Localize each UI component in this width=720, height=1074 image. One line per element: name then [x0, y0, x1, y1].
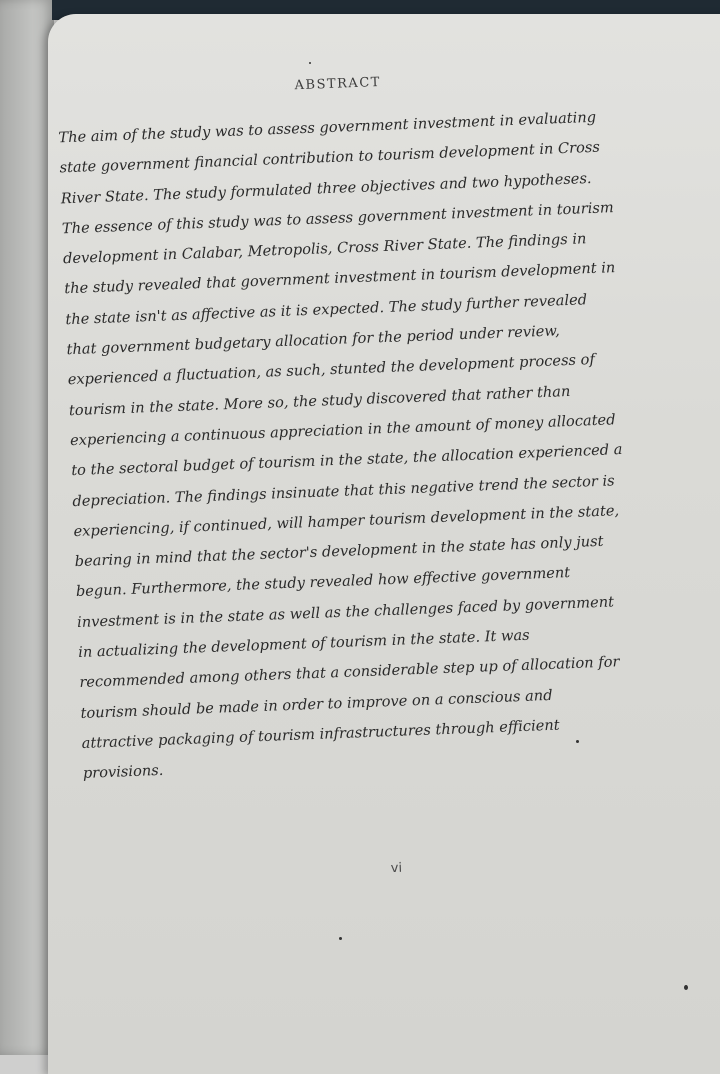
- paper-speck: [576, 740, 579, 743]
- abstract-line: River State. The study formulated three objectives and two hypotheses.: [60, 169, 592, 207]
- paper-speck: [309, 62, 311, 64]
- paper-speck: [684, 985, 688, 990]
- abstract-line: bearing in mind that the sector's development in the state has only just: [74, 532, 604, 571]
- abstract-line: the state isn't as affective as it is expected. The study further revealed: [65, 291, 588, 329]
- abstract-line: provisions.: [82, 762, 164, 783]
- paper-speck: [339, 937, 342, 940]
- abstract-line: experienced a fluctuation, as such, stunted the development process of: [67, 351, 596, 389]
- abstract-line: the study revealed that government investment in tourism development in: [63, 259, 616, 298]
- abstract-line: depreciation. The findings insinuate that this negative trend the sector is: [72, 471, 615, 510]
- abstract-line: tourism in the state. More so, the study discovered that rather than: [68, 382, 571, 419]
- abstract-line: to the sectoral budget of tourism in the state, the allocation experienced a: [70, 441, 623, 480]
- abstract-line: The essence of this study was to assess government investment in tourism: [61, 199, 614, 238]
- abstract-line: in actualizing the development of tourism in the state. It was: [77, 626, 530, 662]
- abstract-body: [58, 100, 683, 789]
- abstract-line: development in Calabar, Metropolis, Cross River State. The findings in: [62, 230, 587, 268]
- abstract-line: investment is in the state as well as the challenges faced by government: [76, 593, 615, 631]
- abstract-line: experiencing a continuous appreciation in the amount of money allocated: [69, 411, 616, 450]
- abstract-heading: ABSTRACT: [294, 74, 382, 94]
- abstract-line: tourism should be made in order to improve on a conscious and: [80, 686, 553, 722]
- abstract-line: recommended among others that a considerable step up of allocation for: [79, 653, 620, 692]
- abstract-line: state government financial contribution to tourism development in Cross: [59, 138, 601, 177]
- abstract-line: that government budgetary allocation for the period under review,: [66, 322, 561, 359]
- abstract-line: experiencing, if continued, will hamper tourism development in the state,: [73, 502, 620, 540]
- abstract-line: begun. Furthermore, the study revealed how effective government: [75, 564, 571, 601]
- page-number: vi: [390, 860, 403, 877]
- abstract-line: The aim of the study was to assess government investment in evaluating: [58, 108, 597, 147]
- abstract-line: attractive packaging of tourism infrastructures through efficient: [81, 716, 560, 752]
